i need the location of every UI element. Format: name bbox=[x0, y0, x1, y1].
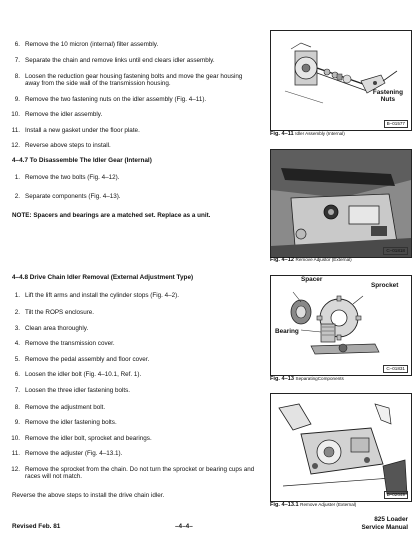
step-number: 1. bbox=[14, 174, 20, 181]
step-number: 3. bbox=[14, 325, 20, 332]
footer-manual: Service Manual bbox=[361, 524, 408, 531]
step-number: 5. bbox=[14, 356, 20, 363]
section-heading-4-4-7: 4–4.7 To Disassemble The Idler Gear (Internal) bbox=[12, 157, 152, 164]
separating-components-illustration bbox=[271, 276, 411, 375]
step-text: Remove the two bolts (Fig. 4–12). bbox=[25, 174, 120, 181]
step-text: Remove the idler bolt, sprocket and bearings. bbox=[25, 435, 152, 442]
bearing-label: Bearing bbox=[275, 328, 299, 335]
footer-revision: Revised Feb. 81 bbox=[12, 523, 61, 530]
step-number: 11. bbox=[11, 127, 20, 134]
step-text: Remove the pedal assembly and floor cover. bbox=[25, 356, 150, 363]
step-number: 4. bbox=[14, 340, 20, 347]
figure-caption bbox=[270, 502, 356, 508]
closing-text bbox=[12, 492, 256, 499]
step-number: 7. bbox=[14, 387, 20, 394]
footer-manual-title bbox=[361, 516, 408, 532]
figure-4-13 bbox=[270, 275, 412, 376]
spacer-label: Spacer bbox=[301, 276, 323, 283]
step-text: Loosen the reduction gear housing fastening bolts and move the gear housing away from the side wall of the transmission housing. bbox=[25, 73, 243, 88]
step-number: 10. bbox=[11, 435, 20, 442]
figure-number: Fig. 4–11 bbox=[270, 131, 294, 137]
figure-4-11 bbox=[270, 30, 412, 131]
step-text: Remove the two fastening nuts on the idler assembly (Fig. 4–11). bbox=[25, 96, 207, 103]
step-number: 1. bbox=[14, 292, 20, 299]
step-number: 6. bbox=[14, 41, 20, 48]
step-text: Remove the 10 micron (internal) filter assembly. bbox=[25, 41, 159, 48]
step-number: 9. bbox=[14, 96, 20, 103]
footer-page-number: –4–4– bbox=[175, 523, 193, 530]
step-number: 6. bbox=[14, 371, 20, 378]
figure-id: B–02649 bbox=[384, 491, 408, 499]
step-number: 8. bbox=[14, 73, 20, 80]
step-number: 7. bbox=[14, 57, 20, 64]
step-text: Separate the chain and remove links until end clears idler assembly. bbox=[25, 57, 215, 64]
step-text: Remove the idler fastening bolts. bbox=[25, 419, 117, 426]
step-number: 12. bbox=[11, 142, 20, 149]
note: NOTE: Spacers and bearings are a matched set. Replace as a unit. bbox=[12, 212, 211, 219]
step-text: Remove the idler assembly. bbox=[25, 111, 103, 118]
step-number: 2. bbox=[14, 309, 20, 316]
figure-4-12 bbox=[270, 149, 412, 258]
step-text: Loosen the idler bolt (Fig. 4–10.1, Ref. 1). bbox=[25, 371, 142, 378]
idler-assembly-illustration bbox=[271, 31, 411, 130]
closing-sentence: Reverse the above steps to install the drive chain idler. bbox=[12, 492, 165, 499]
step-number: 8. bbox=[14, 404, 20, 411]
figure-caption bbox=[270, 131, 345, 137]
figure-id: B–01577 bbox=[384, 120, 408, 128]
figure-id: C–01831 bbox=[383, 365, 408, 373]
step-number: 10. bbox=[11, 111, 20, 118]
step-number: 12. bbox=[11, 466, 20, 473]
figure-number: Fig. 4–12 bbox=[270, 257, 294, 263]
callout-line-2: Nuts bbox=[380, 96, 395, 103]
figure-4-13-1 bbox=[270, 393, 412, 502]
fastening-nuts-label bbox=[373, 89, 403, 103]
figure-number: Fig. 4–13.1 bbox=[270, 502, 299, 508]
figure-caption-text: Idler Assembly (Internal) bbox=[295, 131, 345, 136]
figure-number: Fig. 4–13 bbox=[270, 376, 294, 382]
figure-caption bbox=[270, 257, 352, 263]
figure-id: C–01818 bbox=[383, 247, 408, 255]
section-heading-4-4-8: 4–4.8 Drive Chain Idler Removal (External Adjustment Type) bbox=[12, 274, 194, 281]
remove-adjustor-photo bbox=[271, 150, 411, 257]
step-text: Loosen the three idler fastening bolts. bbox=[25, 387, 131, 394]
figure-caption-text: Remove Adjuster (External) bbox=[300, 502, 357, 507]
step-text: Reverse above steps to install. bbox=[25, 142, 111, 149]
step-text: Remove the adjuster (Fig. 4–13.1). bbox=[25, 450, 123, 457]
step-text: Separate components (Fig. 4–13). bbox=[25, 193, 121, 200]
step-number: 2. bbox=[14, 193, 20, 200]
figure-caption-text: SeparatingComponents bbox=[295, 376, 344, 381]
step-number: 9. bbox=[14, 419, 20, 426]
step-text: Remove the transmission cover. bbox=[25, 340, 115, 347]
callout-line-1: Fastening bbox=[372, 89, 403, 96]
footer-model: 825 Loader bbox=[374, 516, 408, 523]
step-text: Tilt the ROPS enclosure. bbox=[25, 309, 95, 316]
step-text: Install a new gasket under the floor plate. bbox=[25, 127, 140, 134]
step-text: Remove the adjustment bolt. bbox=[25, 404, 106, 411]
step-text: Clean area thoroughly. bbox=[25, 325, 89, 332]
step-number: 11. bbox=[11, 450, 20, 457]
remove-adjuster-illustration bbox=[271, 394, 411, 501]
step-text: Lift the lift arms and install the cylinder stops (Fig. 4–2). bbox=[25, 292, 179, 299]
sprocket-label: Sprocket bbox=[371, 282, 399, 289]
figure-caption bbox=[270, 376, 344, 382]
step-text: Remove the sprocket from the chain. Do not turn the sprocket or bearing cups and races will not match. bbox=[25, 466, 255, 481]
figure-caption-text: Remove Adjustor (External) bbox=[295, 257, 352, 262]
